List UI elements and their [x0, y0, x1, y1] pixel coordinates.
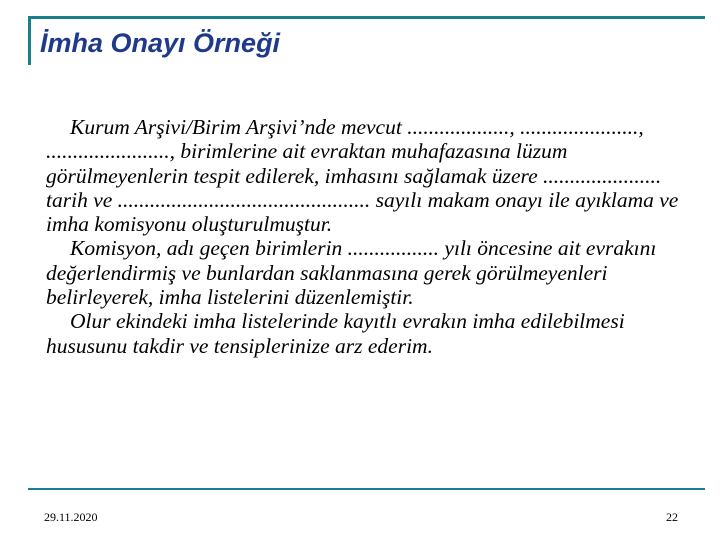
title-frame-top-line: [28, 16, 705, 19]
slide-title: İmha Onayı Örneği: [40, 28, 281, 58]
paragraph-2: Komisyon, adı geçen birimlerin ................. yılı öncesine ait evrakını değerlendirmiş ve bunlardan saklanmasına gerek görülmeyenleri belirleyerek, imha listelerini düzenlemiştir.: [46, 236, 657, 310]
page-number: 22: [666, 510, 678, 524]
footer-date: 29.11.2020: [44, 510, 98, 524]
body-text: [46, 115, 686, 358]
paragraph-3: Olur ekindeki imha listelerinde kayıtlı evrakın imha edilebilmesi hususunu takdir ve tensiplerinize arz ederim.: [46, 309, 625, 358]
footer-rule: [28, 488, 705, 490]
paragraph-1: Kurum Arşivi/Birim Arşivi’nde mevcut ..................., ......................, ......................., birimlerine ait evraktan muhafazasına lüzum görülmeyenlerin tespit edilerek, imhasını sağlamak üzere ...................... tarih ve ............................................... sayılı makam onayı ile ayıklama ve imha komisyonu oluşturulmuştur.: [46, 115, 679, 237]
title-frame-left-line: [28, 16, 31, 65]
